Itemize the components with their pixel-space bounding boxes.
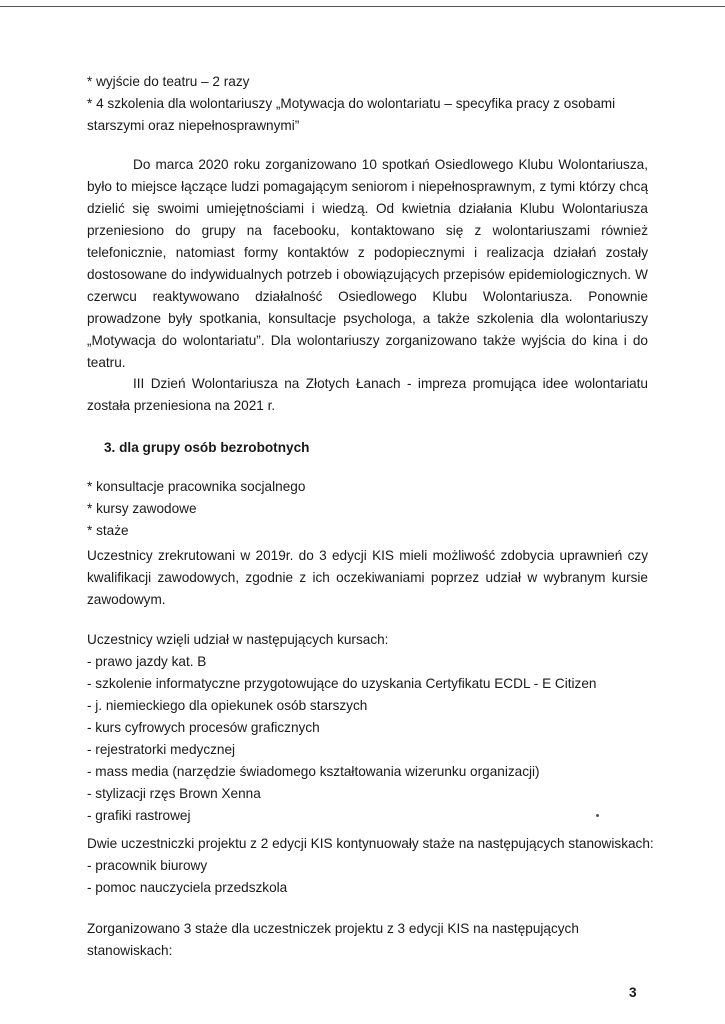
list-item: - pomoc nauczyciela przedszkola bbox=[87, 880, 288, 895]
list-item: * wyjście do teatru – 2 razy bbox=[87, 74, 250, 89]
paragraph-internships-3rd-edition: Zorganizowano 3 staże dla uczestniczek projektu z 3 edycji KIS na następujących stanowiskach: bbox=[87, 921, 579, 958]
section-heading: 3. dla grupy osób bezrobotnych bbox=[104, 440, 310, 455]
list-item: - mass media (narzędzie świadomego kształtowania wizerunku organizacji) bbox=[87, 764, 540, 779]
list-item: * kursy zawodowe bbox=[87, 501, 197, 516]
courses-list bbox=[87, 629, 647, 827]
list-item: - j. niemieckiego dla opiekunek osób starszych bbox=[87, 698, 368, 713]
list-item: - prawo jazdy kat. B bbox=[87, 654, 207, 669]
list-item: - stylizacji rzęs Brown Xenna bbox=[87, 786, 261, 801]
courses-intro: Uczestnicy wzięli udział w następujących kursach: bbox=[87, 632, 389, 647]
page-number: 3 bbox=[629, 985, 637, 1000]
internships-list bbox=[87, 833, 667, 899]
list-item: * konsultacje pracownika socjalnego bbox=[87, 479, 306, 494]
list-item: - kurs cyfrowych procesów graficznych bbox=[87, 720, 320, 735]
internships-intro: Dwie uczestniczki projektu z 2 edycji KIS kontynuowały staże na następujących stanowiskach: bbox=[87, 836, 654, 851]
paragraph-volunteer-day: III Dzień Wolontariusza na Złotych Łanach - impreza promująca idee wolontariatu została przeniesiona na 2021 r. bbox=[87, 376, 648, 413]
list-item: * staże bbox=[87, 523, 129, 538]
list-item: - grafiki rastrowej bbox=[87, 808, 191, 823]
paragraph-participants: Uczestnicy zrekrutowani w 2019r. do 3 edycji KIS mieli możliwość zdobycia uprawnień czy kwalifikacji zawodowych, zgodnie z ich oczekiwaniami poprzez udział w wybranym kursie zawodowym. bbox=[87, 548, 648, 607]
list-item: - szkolenie informatyczne przygotowujące do uzyskania Certyfikatu ECDL - E Citizen bbox=[87, 676, 597, 691]
list-item: - rejestratorki medycznej bbox=[87, 742, 236, 757]
activity-list bbox=[87, 71, 647, 137]
top-border-line bbox=[0, 6, 725, 7]
unemployed-support-list bbox=[87, 476, 647, 542]
list-item: starszymi oraz niepełnosprawnymi” bbox=[87, 118, 300, 133]
list-item: * 4 szkolenia dla wolontariuszy „Motywacja do wolontariatu – specyfika pracy z osobami bbox=[87, 96, 616, 111]
paragraph-volunteer-club: Do marca 2020 roku zorganizowano 10 spotkań Osiedlowego Klubu Wolontariusza, było to miejsce łączące ludzi pomagającym seniorom i niepełnosprawnym, z tymi którzy chcą dzielić się swoimi umiejętnościami i wiedzą. Od kwietnia działania Klubu Wolontariusza przeniesiono do grupy na facebooku, kontaktowano się z wolontariuszami również telefonicznie, natomiast formy kontaktów z podopiecznymi i realizacja działań zostały dostosowane do indywidualnych potrzeb i obowiązujących przepisów epidemiologicznych. W czerwcu reaktywowano działalność Osiedlowego Klubu Wolontariusza. Ponownie prowadzone były spotkania, konsultacje psychologa, a także szkolenia dla wolontariuszy „Motywacja do wolontariatu”. Dla wolontariuszy zorganizowano także wyjścia do kina i do teatru. bbox=[87, 157, 648, 370]
list-item: - pracownik biurowy bbox=[87, 858, 208, 873]
stray-mark bbox=[596, 814, 599, 817]
